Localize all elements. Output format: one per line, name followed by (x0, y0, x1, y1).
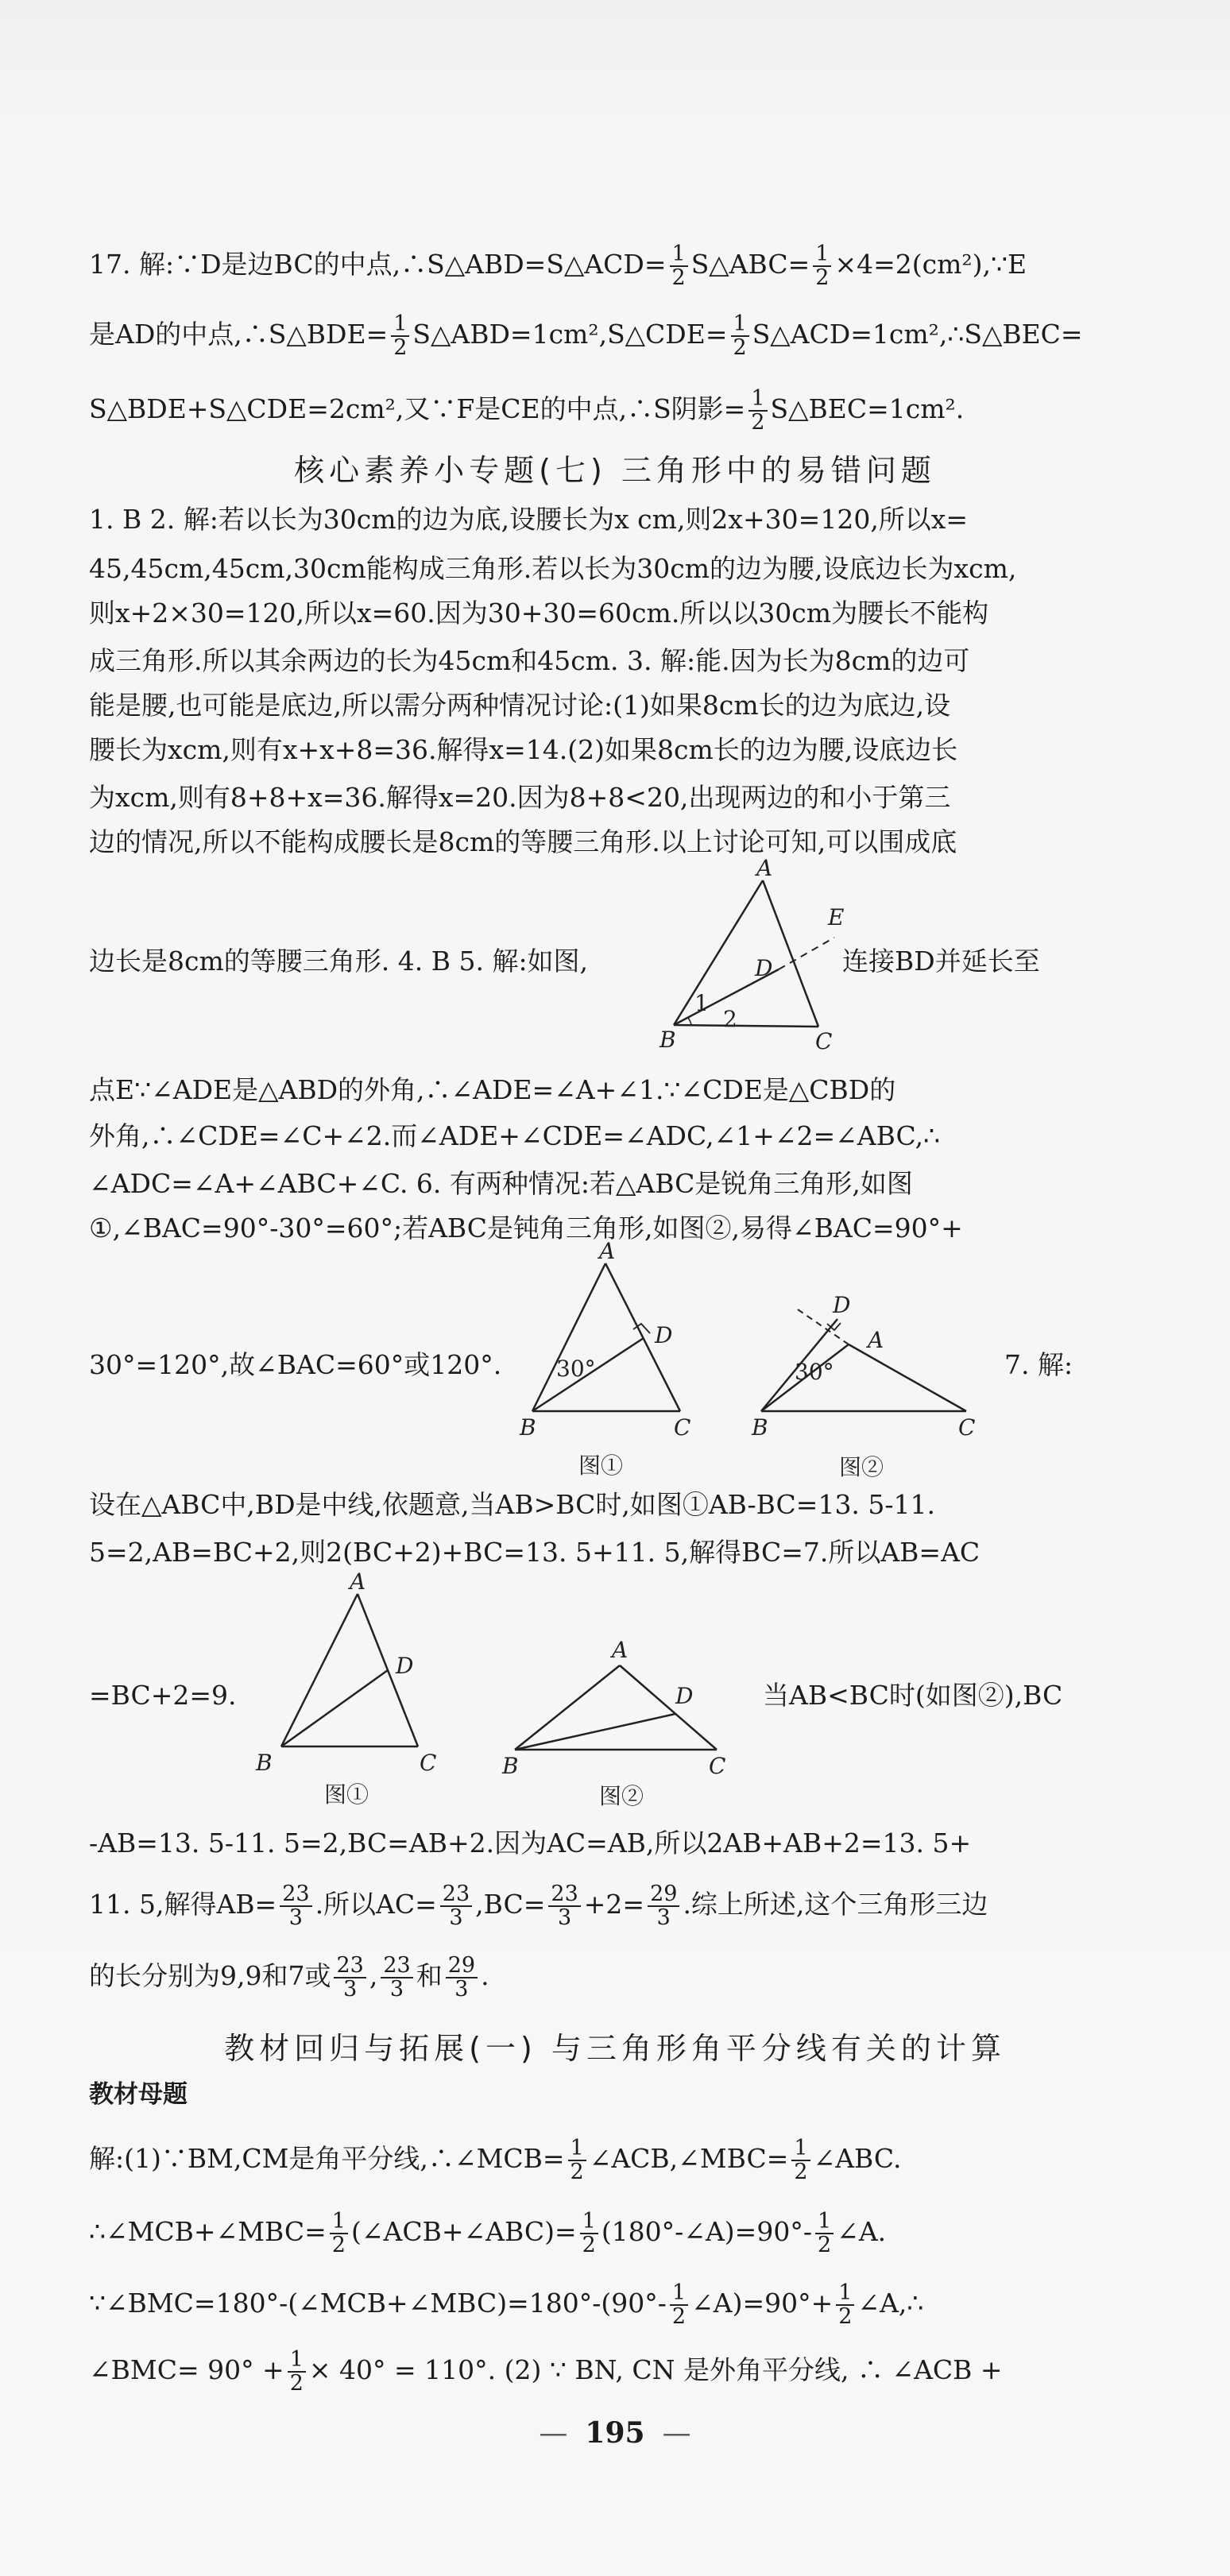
fraction: $\frac{1}{2}$ (731, 313, 749, 359)
s1-line-20: 的长分别为9,9和7或 $\frac{23}{3}$ , $\frac{23}{3}$ 和 $\frac{29}{3}$ . (89, 1953, 489, 2002)
fraction: $\frac{1}{2}$ (748, 388, 767, 434)
label-angle-2: 2 (723, 1006, 737, 1032)
s2-line-4: ∠BMC= 90° + $\frac{1}{2}$ × 40° = 110°. (2) ∵ BN, CN 是外角平分线, ∴ ∠ACB + (89, 2347, 1003, 2396)
s2-line-2: ∴∠MCB+∠MBC= $\frac{1}{2}$ (∠ACB+∠ABC)= $\frac{1}{2}$ (180°-∠A)=90°- $\frac{1}{2}$ ∠A. (89, 2209, 887, 2257)
fraction: $\frac{1}{2}$ (815, 2210, 834, 2257)
s1-line-16: 5=2,AB=BC+2,则2(BC+2)+BC=13. 5+11. 5,解得BC=7.所以AB=AC (89, 1537, 981, 1568)
label-C: C (420, 1750, 437, 1776)
label-angle: 30° (556, 1356, 596, 1382)
fraction: $\frac{23}{3}$ (548, 1883, 580, 1929)
label-C: C (958, 1414, 976, 1441)
label-B: B (502, 1753, 519, 1779)
s1-line-9a: 边长是8cm的等腰三角形. 4. B 5. 解:如图, (89, 946, 589, 977)
fraction: $\frac{1}{2}$ (288, 2349, 306, 2395)
label-D: D (675, 1683, 694, 1709)
s1-line-10: 点E∵∠ADE是△ABD的外角,∴∠ADE=∠A+∠1.∵∠CDE是△CBD的 (89, 1074, 896, 1105)
label-A: A (612, 1637, 629, 1663)
s1-line-9b: 连接BD并延长至 (842, 946, 1040, 977)
label-D: D (833, 1292, 851, 1318)
s1-line-7: 为xcm,则有8+8+x=36.解得x=20.因为8+8<20,出现两边的和小于第三 (89, 782, 951, 813)
s1-line-6: 腰长为xcm,则有x+x+8=36.解得x=14.(2)如果8cm长的边为腰,设底边长 (89, 734, 958, 765)
sub-title: 教材母题 (89, 2080, 188, 2109)
fraction: $\frac{1}{2}$ (330, 2210, 348, 2257)
figure-problem-7-2 (501, 1630, 739, 1812)
p17-line-1: 17. 解:∵D是边BC的中点,∴S△ABD=S△ACD= $\frac{1}{2}$ S△ABC= $\frac{1}{2}$ ×4=2(cm²),∵E (89, 242, 1027, 290)
label-A: A (599, 1238, 616, 1264)
label-A: A (350, 1568, 366, 1595)
fraction: $\frac{23}{3}$ (280, 1883, 311, 1929)
fraction: $\frac{1}{2}$ (836, 2282, 854, 2328)
page-number: 195 (585, 2416, 645, 2450)
s1-line-4: 成三角形.所以其余两边的长为45cm和45cm. 3. 解:能.因为长为8cm的边可 (89, 645, 970, 676)
p17-line-3: S△BDE+S△CDE=2cm²,又∵F是CE的中点,∴S阴影= $\frac{1}{2}$ S△BEC=1cm². (89, 386, 965, 435)
label-angle-1: 1 (694, 990, 709, 1016)
segment-AB (674, 880, 763, 1025)
figure-problem-6-1 (518, 1238, 693, 1483)
fraction: $\frac{29}{3}$ (648, 1883, 679, 1929)
s1-line-17a: =BC+2=9. (89, 1680, 237, 1711)
label-C: C (815, 1028, 833, 1054)
caption: 图② (599, 1783, 644, 1809)
fraction: $\frac{1}{2}$ (791, 2137, 810, 2183)
s1-line-15: 设在△ABC中,BD是中线,依题意,当AB>BC时,如图①AB-BC=13. 5-11. (89, 1489, 936, 1520)
s1-line-19: 11. 5,解得AB= $\frac{23}{3}$ .所以AC= $\frac{23}{3}$ ,BC= $\frac{23}{3}$ +2= $\frac{29}{3}$ .综上所述,这个三角形三边 (89, 1882, 988, 1930)
caption: 图① (578, 1452, 624, 1479)
caption: 图② (839, 1454, 884, 1480)
page-footer: — 195 — (539, 2416, 691, 2450)
label-B: B (659, 1027, 676, 1053)
fraction: $\frac{1}{2}$ (568, 2137, 586, 2183)
figure-problem-7-1 (253, 1568, 443, 1810)
s1-line-5: 能是腰,也可能是底边,所以需分两种情况讨论:(1)如果8cm长的边为底边,设 (89, 690, 951, 721)
s1-line-3: 则x+2×30=120,所以x=60.因为30+30=60cm.所以以30cm为腰长不能构 (89, 598, 989, 629)
s1-line-8: 边的情况,所以不能构成腰长是8cm的等腰三角形.以上讨论可知,可以围成底 (89, 826, 957, 857)
label-A: A (868, 1327, 884, 1353)
label-C: C (709, 1753, 726, 1779)
fraction: $\frac{1}{2}$ (813, 243, 831, 289)
s1-line-1: 1. B 2. 解:若以长为30cm的边为底,设腰长为x cm,则2x+30=120,所以x= (89, 504, 969, 535)
s1-line-11: 外角,∴∠CDE=∠C+∠2.而∠ADE+∠CDE=∠ADC,∠1+∠2=∠ABC,∴ (89, 1120, 941, 1151)
fraction: $\frac{23}{3}$ (381, 1955, 412, 2001)
fraction: $\frac{1}{2}$ (670, 2282, 688, 2328)
p17-line-2: 是AD的中点,∴S△BDE= $\frac{1}{2}$ S△ABD=1cm²,S△CDE= $\frac{1}{2}$ S△ACD=1cm²,∴S△BEC= (89, 311, 1083, 360)
label-D: D (396, 1653, 414, 1679)
label-D: D (755, 955, 773, 981)
fraction: $\frac{29}{3}$ (446, 1955, 478, 2001)
label-A: A (756, 855, 773, 881)
label-D: D (655, 1322, 673, 1348)
s1-line-18: -AB=13. 5-11. 5=2,BC=AB+2.因为AC=AB,所以2AB+AB+2=13. 5+ (89, 1828, 972, 1859)
label-C: C (674, 1414, 691, 1441)
fraction: $\frac{1}{2}$ (580, 2210, 598, 2257)
label-B: B (256, 1750, 273, 1776)
fraction: $\frac{23}{3}$ (334, 1955, 366, 2001)
label-angle: 30° (795, 1359, 834, 1385)
section-title-1: 核心素养小专题(七) 三角形中的易错问题 (294, 453, 936, 488)
s1-line-14a: 30°=120°,故∠BAC=60°或120°. (89, 1349, 502, 1380)
fraction: $\frac{23}{3}$ (440, 1883, 472, 1929)
label-B: B (752, 1414, 768, 1441)
s1-line-13: ①,∠BAC=90°-30°=60°;若ABC是钝角三角形,如图②,易得∠BAC=90°+ (89, 1213, 963, 1244)
s2-line-3: ∵∠BMC=180°-(∠MCB+∠MBC)=180°-(90°- $\frac{1}{2}$ ∠A)=90°+ $\frac{1}{2}$ ∠A,∴ (89, 2280, 924, 2329)
fraction: $\frac{1}{2}$ (670, 243, 688, 289)
figure-problem-5 (659, 855, 845, 1054)
s2-line-1: 解:(1)∵BM,CM是角平分线,∴∠MCB= $\frac{1}{2}$ ∠ACB,∠MBC= $\frac{1}{2}$ ∠ABC. (89, 2136, 902, 2184)
segment-AC (763, 880, 818, 1027)
s1-line-17b: 当AB<BC时(如图②),BC (763, 1680, 1063, 1711)
figure-problem-6-2 (750, 1292, 1004, 1483)
s1-line-12: ∠ADC=∠A+∠ABC+∠C. 6. 有两种情况:若△ABC是锐角三角形,如图 (89, 1168, 913, 1199)
s1-line-2: 45,45cm,45cm,30cm能构成三角形.若以长为30cm的边为腰,设底边长为xcm, (89, 553, 1017, 584)
caption: 图① (324, 1781, 369, 1808)
label-E: E (828, 904, 845, 930)
s1-line-14b: 7. 解: (1004, 1349, 1073, 1380)
label-B: B (520, 1414, 536, 1441)
fraction: $\frac{1}{2}$ (391, 313, 409, 359)
section-title-2: 教材回归与拓展(一) 与三角形角平分线有关的计算 (224, 2031, 1006, 2066)
segment-BC (674, 1025, 818, 1027)
